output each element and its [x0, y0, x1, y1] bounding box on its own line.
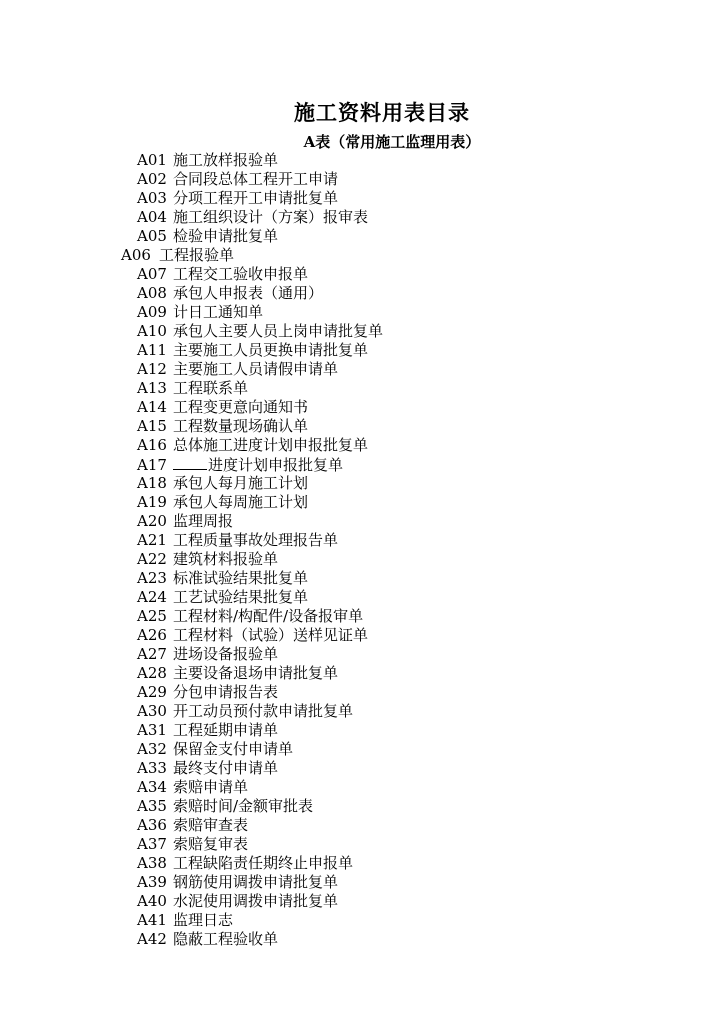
form-name: 主要施工人员更换申请批复单: [173, 341, 369, 359]
list-item: [0, 550, 383, 569]
form-name: 工程变更意向通知书: [173, 398, 309, 416]
form-name: 施工放样报验单: [173, 151, 279, 169]
form-code: A05: [137, 227, 167, 245]
form-code: A15: [137, 417, 167, 435]
form-name: 承包人每周施工计划: [173, 493, 309, 511]
form-name: 工艺试验结果批复单: [173, 588, 309, 606]
form-name: 工程数量现场确认单: [173, 417, 309, 435]
form-code: A29: [137, 683, 167, 701]
form-code: A26: [137, 626, 167, 644]
list-item: [0, 645, 383, 664]
list-item: [0, 493, 383, 512]
form-name: 分项工程开工申请批复单: [173, 189, 339, 207]
form-code: A14: [137, 398, 167, 416]
list-item: [0, 683, 383, 702]
list-item: [0, 759, 383, 778]
form-code: A02: [137, 170, 167, 188]
form-code: A09: [137, 303, 167, 321]
form-name: 标准试验结果批复单: [173, 569, 309, 587]
form-code: A12: [137, 360, 167, 378]
list-item: [0, 265, 383, 284]
list-item: [0, 721, 383, 740]
form-code: A03: [137, 189, 167, 207]
list-item: [0, 512, 383, 531]
list-item: [0, 170, 383, 189]
form-name: 索赔申请单: [173, 778, 249, 796]
form-code: A11: [137, 341, 167, 359]
form-code: A37: [137, 835, 167, 853]
list-item: [0, 436, 383, 455]
form-name: 承包人申报表（通用）: [173, 284, 324, 302]
form-name: 工程材料（试验）送样见证单: [173, 626, 369, 644]
list-item: [0, 417, 383, 436]
form-code: A42: [137, 930, 167, 948]
form-code: A31: [137, 721, 167, 739]
form-code: A30: [137, 702, 167, 720]
form-code: A21: [137, 531, 167, 549]
document-subtitle: A表（常用施工监理用表）: [303, 133, 481, 151]
list-item: [0, 607, 383, 626]
list-item: [0, 246, 383, 265]
form-name: 水泥使用调拨申请批复单: [173, 892, 339, 910]
form-name: 工程延期申请单: [173, 721, 279, 739]
list-item: [0, 151, 383, 170]
form-code: A13: [137, 379, 167, 397]
form-name: 工程联系单: [173, 379, 249, 397]
form-code: A34: [137, 778, 167, 796]
form-code: A01: [137, 151, 167, 169]
list-item: [0, 208, 383, 227]
form-code: A17: [137, 456, 167, 474]
form-code: A07: [137, 265, 167, 283]
form-name: 索赔时间/金额审批表: [173, 797, 314, 815]
list-item: [0, 835, 383, 854]
form-name: 建筑材料报验单: [173, 550, 279, 568]
form-name: 索赔审查表: [173, 816, 249, 834]
list-item: [0, 360, 383, 379]
form-code: A35: [137, 797, 167, 815]
list-item: [0, 911, 383, 930]
form-name: 开工动员预付款申请批复单: [173, 702, 354, 720]
form-name: 工程质量事故处理报告单: [173, 531, 339, 549]
form-name: 施工组织设计（方案）报审表: [173, 208, 369, 226]
list-item: [0, 816, 383, 835]
list-item: [0, 854, 383, 873]
list-item: [0, 626, 383, 645]
list-item: [0, 474, 383, 493]
list-item: [0, 531, 383, 550]
list-item: [0, 892, 383, 911]
form-name: 主要设备退场申请批复单: [173, 664, 339, 682]
form-name: 监理周报: [173, 512, 234, 530]
form-code: A24: [137, 588, 167, 606]
form-code: A40: [137, 892, 167, 910]
form-name: 检验申请批复单: [173, 227, 279, 245]
form-name: 计日工通知单: [173, 303, 264, 321]
list-item: [0, 284, 383, 303]
form-code: A06: [121, 246, 151, 264]
list-item: [0, 797, 383, 816]
list-item: [0, 341, 383, 360]
form-code: A32: [137, 740, 167, 758]
list-item: [0, 873, 383, 892]
form-name: 进场设备报验单: [173, 645, 279, 663]
list-item: [0, 569, 383, 588]
form-name: 承包人每月施工计划: [173, 474, 309, 492]
form-code: A28: [137, 664, 167, 682]
form-code: A27: [137, 645, 167, 663]
form-name: 最终支付申请单: [173, 759, 279, 777]
form-name: 合同段总体工程开工申请: [173, 170, 339, 188]
list-item: [0, 588, 383, 607]
form-code: A16: [137, 436, 167, 454]
form-code: A36: [137, 816, 167, 834]
list-item: [0, 227, 383, 246]
list-item: [0, 455, 383, 474]
form-name: 进度计划申报批复单: [208, 456, 344, 474]
form-name: 索赔复审表: [173, 835, 249, 853]
form-code: A08: [137, 284, 167, 302]
form-code: A41: [137, 911, 167, 929]
form-name: 钢筋使用调拨申请批复单: [173, 873, 339, 891]
list-item: [0, 379, 383, 398]
form-code: A19: [137, 493, 167, 511]
form-code: A22: [137, 550, 167, 568]
form-code: A04: [137, 208, 167, 226]
list-item: [0, 930, 383, 949]
form-name: 分包申请报告表: [173, 683, 279, 701]
list-item: [0, 702, 383, 721]
form-list: [0, 151, 383, 949]
form-name: 工程缺陷责任期终止申报单: [173, 854, 354, 872]
form-name: 保留金支付申请单: [173, 740, 294, 758]
form-code: A39: [137, 873, 167, 891]
document-title: 施工资料用表目录: [294, 100, 470, 125]
form-name: 工程交工验收申报单: [173, 265, 309, 283]
form-code: A38: [137, 854, 167, 872]
form-name: 主要施工人员请假申请单: [173, 360, 339, 378]
list-item: [0, 303, 383, 322]
form-code: A20: [137, 512, 167, 530]
form-name: 工程报验单: [159, 246, 235, 264]
form-code: A18: [137, 474, 167, 492]
form-code: A33: [137, 759, 167, 777]
list-item: [0, 664, 383, 683]
list-item: [0, 740, 383, 759]
form-name: 承包人主要人员上岗申请批复单: [173, 322, 384, 340]
fill-in-blank: [173, 455, 207, 470]
list-item: [0, 398, 383, 417]
form-name: 工程材料/构配件/设备报审单: [173, 607, 364, 625]
list-item: [0, 322, 383, 341]
form-name: 总体施工进度计划申报批复单: [173, 436, 369, 454]
list-item: [0, 189, 383, 208]
list-item: [0, 778, 383, 797]
form-code: A10: [137, 322, 167, 340]
form-name: 隐蔽工程验收单: [173, 930, 279, 948]
form-code: A25: [137, 607, 167, 625]
form-name: 监理日志: [173, 911, 234, 929]
form-code: A23: [137, 569, 167, 587]
